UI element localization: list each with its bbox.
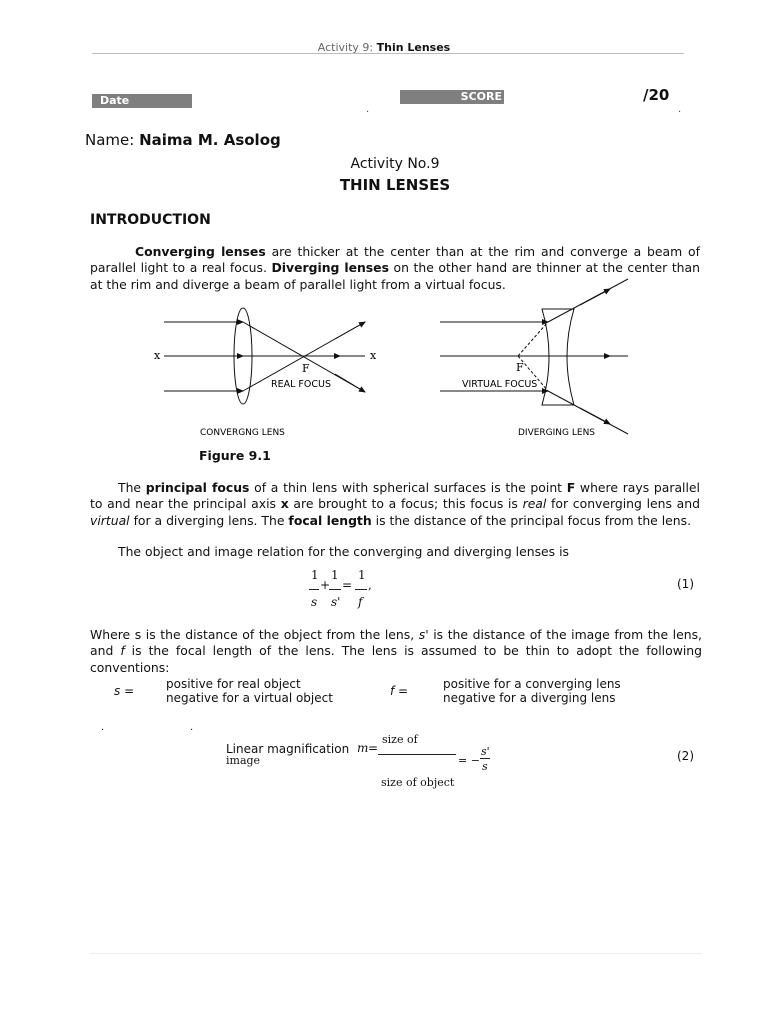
- figure-caption: Figure 9.1: [199, 448, 271, 463]
- diverging-lens-caption: DIVERGING LENS: [518, 428, 596, 438]
- s-positive: positive for real object: [166, 677, 301, 691]
- real-focus-label: REAL FOCUS: [271, 379, 331, 390]
- score-label: SCORE: [460, 90, 502, 103]
- eq2-minus: = −: [458, 754, 480, 767]
- para-text: where rays parallel to and near the principal axis: [90, 480, 700, 512]
- para-text: are brought to a focus; this focus is: [288, 496, 523, 512]
- converging-lens-caption: CONVERGNG LENS: [200, 428, 285, 438]
- eq2-number: (2): [677, 749, 694, 763]
- term-x: x: [280, 496, 289, 512]
- s-convention-label: s =: [114, 684, 135, 698]
- para-text: is the distance of the principal focus from the lens.: [371, 512, 692, 528]
- diverging-lens-diagram: [440, 279, 628, 438]
- term-diverging: Diverging lenses: [271, 260, 389, 276]
- f-negative: negative for a diverging lens: [443, 691, 616, 705]
- term-virtual: virtual: [90, 512, 130, 528]
- header-prefix: Activity 9:: [317, 41, 377, 54]
- intro-text: on the other hand are thinner at the center than at the rim and diverge a beam of parallel light from a virtual focus.: [90, 260, 700, 292]
- eq2-equals: =: [368, 741, 379, 755]
- eq2-denominator: size of object: [381, 776, 455, 789]
- axis-label-right: x: [370, 349, 377, 362]
- footer-rule: [90, 953, 702, 954]
- score-bar: [400, 90, 504, 104]
- dot-mark: .: [678, 104, 682, 115]
- principal-focus-paragraph: [90, 480, 700, 529]
- eq1-equals: =: [342, 578, 353, 592]
- f-convention: [443, 677, 621, 705]
- lens-equation: [300, 568, 390, 612]
- header-rule: [92, 53, 684, 54]
- header-title: Thin Lenses: [376, 41, 451, 54]
- term-f: F: [566, 480, 576, 495]
- para-text: of a thin lens with spherical surfaces is the point: [249, 480, 567, 495]
- eq2-fraction-line: [378, 754, 456, 755]
- f-positive: positive for a converging lens: [443, 677, 621, 691]
- eq1-comma: ,: [368, 578, 372, 592]
- eq2-m: m: [357, 741, 369, 755]
- term-s-prime: s': [418, 627, 429, 642]
- focus-label-real: F: [302, 362, 310, 375]
- eq2-size-of: size of: [382, 733, 418, 746]
- activity-number: Activity No.9: [350, 156, 440, 172]
- eq2-image: image: [226, 754, 261, 767]
- dot-mark: .: [190, 722, 194, 733]
- term-f-italic: f: [120, 643, 125, 659]
- para-text: The: [118, 480, 146, 495]
- focus-label-virtual: F: [516, 361, 524, 374]
- para-text: is the distance of the image from the lens, and: [90, 627, 702, 659]
- term-principal-focus: principal focus: [145, 480, 250, 495]
- eq2-s-prime: s': [481, 745, 490, 758]
- eq1-num-1: 1: [311, 568, 319, 582]
- name-value: Naima M. Asolog: [139, 131, 281, 149]
- virtual-focus-label: VIRTUAL FOCUS: [462, 379, 538, 390]
- s-negative: negative for a virtual object: [166, 691, 333, 705]
- eq2-small-fraction-line: [480, 758, 490, 759]
- eq2-s: s: [482, 760, 488, 773]
- name-label: Name:: [85, 131, 140, 149]
- para-text: is the focal length of the lens. The lens is assumed to be thin to adopt the following conventions:: [90, 643, 702, 675]
- date-performed-bar: [92, 94, 192, 121]
- s-convention: [166, 677, 333, 705]
- activity-title: THIN LENSES: [339, 176, 451, 194]
- eq1-s-prime: s': [331, 595, 341, 609]
- definitions-paragraph: [90, 627, 702, 676]
- intro-text: are thicker at the center than at the rim and converge a beam of parallel light to a real focus.: [90, 244, 700, 276]
- linear-magnification-label: Linear magnification: [226, 742, 350, 756]
- dot-mark: .: [366, 104, 370, 115]
- date-performed-label: Date Performed: [100, 94, 166, 121]
- lens-figure: [140, 274, 640, 444]
- term-converging: Converging lenses: [135, 244, 266, 259]
- term-real: real: [522, 496, 547, 512]
- eq1-f: f: [358, 595, 363, 609]
- score-total: /20: [643, 86, 670, 104]
- para-text: Where s is the distance of the object from the lens,: [90, 627, 419, 642]
- eq1-num-2: 1: [331, 568, 339, 582]
- relation-paragraph: The object and image relation for the converging and diverging lenses is: [118, 544, 569, 559]
- converging-lens-diagram: [154, 308, 377, 438]
- eq1-number: (1): [677, 577, 694, 591]
- eq1-num-3: 1: [358, 568, 366, 582]
- intro-heading: INTRODUCTION: [90, 212, 211, 228]
- f-convention-label: f =: [390, 684, 409, 698]
- eq1-s: s: [311, 595, 318, 609]
- para-text: for a diverging lens. The: [129, 512, 289, 528]
- name-line: [85, 131, 281, 149]
- dot-mark: .: [101, 722, 105, 733]
- axis-label-left: x: [154, 349, 161, 362]
- term-focal-length: focal length: [288, 512, 372, 528]
- eq1-plus: +: [320, 578, 331, 592]
- para-text: for converging lens and: [546, 496, 700, 512]
